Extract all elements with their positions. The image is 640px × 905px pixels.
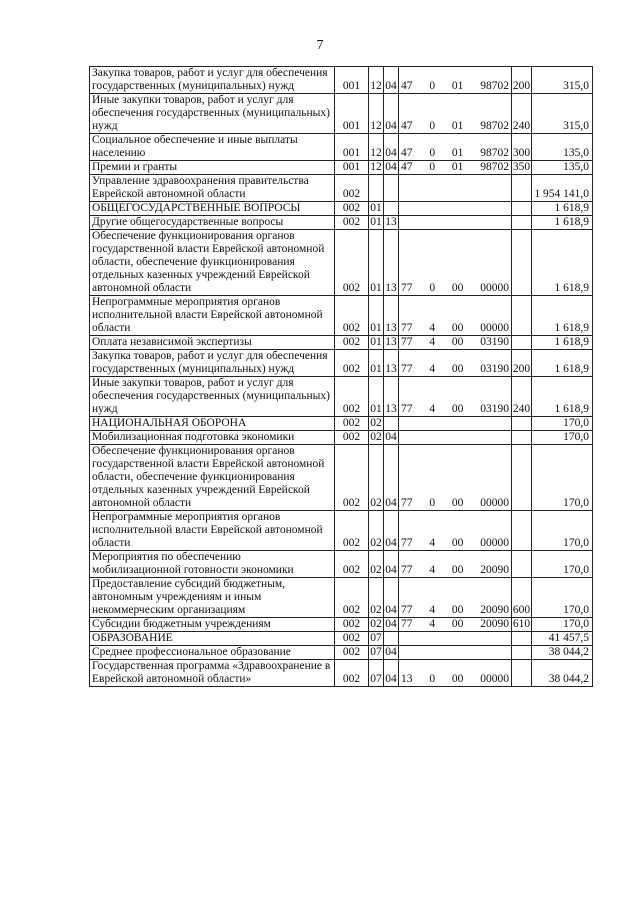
row-target-article-c1: 47	[401, 120, 413, 132]
row-target-article-c2: 4	[429, 604, 436, 616]
row-ved-code: 002	[335, 296, 369, 336]
row-target-article-c3: 00	[451, 673, 464, 685]
row-target-article	[399, 431, 512, 445]
row-section-code: 02	[369, 511, 384, 551]
table-row	[90, 94, 593, 134]
row-amount: 38 044,2	[532, 646, 593, 660]
row-section-code: 01	[369, 230, 384, 296]
row-name: Непрограммные мероприятия органов исполнительной власти Еврейской автономной области	[90, 296, 335, 336]
row-amount: 135,0	[532, 134, 593, 161]
row-amount: 1 618,9	[532, 296, 593, 336]
row-target-article-c4: 00000	[480, 497, 509, 509]
row-amount: 1 954 141,0	[532, 175, 593, 202]
row-target-article-c1: 77	[401, 537, 413, 549]
row-expense-type-code: 350	[512, 161, 531, 173]
row-subsection-code: 04	[384, 578, 399, 618]
table-row	[90, 336, 593, 350]
row-subsection-code: 04	[384, 511, 399, 551]
row-name: Предоставление субсидий бюджетным, автономным учреждениям и иным некоммерческим организациям	[90, 578, 335, 618]
row-name: Закупка товаров, работ и услуг для обеспечения государственных (муниципальных) нужд	[90, 350, 335, 377]
row-target-article-c4: 03190	[480, 363, 509, 375]
row-subsection-code: 04	[384, 551, 399, 578]
row-subsection-code: 13	[384, 230, 399, 296]
row-subsection-code: 13	[385, 336, 397, 348]
row-target-article-c2: 4	[429, 336, 436, 348]
row-expense-type-code: 300	[512, 134, 532, 161]
row-target-article	[399, 216, 512, 230]
row-target-article-c4: 00000	[480, 673, 509, 685]
row-ved-code: 002	[335, 431, 369, 445]
table-row	[90, 296, 593, 336]
row-target-article-c4: 00000	[480, 322, 509, 334]
row-name: Субсидии бюджетным учреждениям	[90, 618, 335, 632]
row-name: Обеспечение функционирования органов государственной власти Еврейской автономной области, обеспечение функционирования отдельных казенных учреждений Еврейской автономной области	[90, 230, 335, 296]
row-target-article-c2: 4	[429, 564, 436, 576]
row-amount: 1 618,9	[532, 230, 593, 296]
row-target-article-c2: 4	[429, 403, 436, 415]
row-name: Социальное обеспечение и иные выплаты населению	[90, 134, 335, 161]
table-row	[90, 377, 593, 417]
row-target-article-c1: 77	[401, 604, 413, 616]
row-amount: 38 044,2	[532, 660, 593, 687]
table-row	[90, 646, 593, 660]
row-amount: 41 457,5	[532, 632, 593, 646]
row-ved-code: 002	[335, 445, 369, 511]
row-subsection-code	[384, 202, 399, 216]
row-target-article-c3: 01	[451, 120, 464, 132]
row-ved-code: 002	[335, 551, 369, 578]
row-subsection-code: 04	[384, 94, 399, 134]
row-section-code: 12	[369, 94, 384, 134]
row-amount: 170,0	[532, 578, 593, 618]
row-target-article-c3: 00	[451, 497, 464, 509]
row-expense-type-code: 600	[512, 578, 532, 618]
row-expense-type-code	[512, 632, 532, 646]
row-name: Иные закупки товаров, работ и услуг для обеспечения государственных (муниципальных) нужд	[90, 94, 335, 134]
row-section-code: 12	[370, 161, 382, 173]
row-target-article-c1: 77	[401, 564, 413, 576]
row-target-article-c4: 00000	[480, 537, 509, 549]
row-subsection-code: 04	[385, 161, 397, 173]
row-name: Управление здравоохранения правительства Еврейской автономной области	[90, 175, 335, 202]
row-target-article-c3: 00	[451, 618, 464, 630]
table-row	[90, 134, 593, 161]
row-target-article-c2: 0	[429, 282, 436, 294]
row-target-article-c3: 00	[451, 564, 464, 576]
table-row	[90, 632, 593, 646]
row-target-article-c3: 00	[451, 537, 464, 549]
row-target-article	[399, 618, 512, 632]
row-ved-code: 001	[335, 134, 369, 161]
row-target-article	[399, 94, 512, 134]
row-target-article-c1: 47	[401, 161, 413, 173]
budget-table-body	[90, 67, 593, 687]
row-amount: 1 618,9	[532, 377, 593, 417]
row-target-article	[399, 161, 512, 175]
row-target-article	[399, 336, 512, 350]
row-expense-type-code	[512, 336, 532, 350]
row-section-code: 01	[370, 336, 382, 348]
row-subsection-code: 13	[384, 377, 399, 417]
row-ved-code: 002	[335, 660, 369, 687]
row-target-article-c3: 00	[451, 403, 464, 415]
row-section-code: 07	[369, 660, 384, 687]
row-target-article	[399, 417, 512, 431]
row-section-code: 02	[369, 551, 384, 578]
row-section-code: 02	[370, 417, 382, 429]
budget-table	[89, 66, 593, 687]
row-amount: 1 618,9	[532, 202, 593, 216]
row-name: Среднее профессиональное образование	[90, 646, 335, 660]
row-amount: 170,0	[532, 431, 593, 445]
row-name: Другие общегосударственные вопросы	[90, 216, 335, 230]
row-target-article	[399, 350, 512, 377]
row-section-code: 02	[370, 431, 382, 443]
row-name: Обеспечение функционирования органов государственной власти Еврейской автономной области, обеспечение функционирования отдельных казенных учреждений Еврейской автономной области	[90, 445, 335, 511]
row-name: НАЦИОНАЛЬНАЯ ОБОРОНА	[90, 417, 335, 431]
row-expense-type-code: 200	[512, 350, 532, 377]
row-ved-code: 002	[335, 350, 369, 377]
row-target-article	[399, 175, 512, 202]
row-expense-type-code: 240	[512, 377, 532, 417]
table-row	[90, 445, 593, 511]
row-target-article	[399, 230, 512, 296]
row-target-article	[399, 202, 512, 216]
table-row	[90, 202, 593, 216]
row-target-article-c3: 01	[451, 147, 464, 159]
row-subsection-code	[384, 632, 399, 646]
row-section-code: 02	[369, 445, 384, 511]
page-number: 7	[316, 38, 324, 53]
row-name: ОБРАЗОВАНИЕ	[90, 632, 335, 646]
table-row	[90, 431, 593, 445]
row-subsection-code: 04	[385, 646, 397, 658]
row-name: Оплата независимой экспертизы	[90, 336, 335, 350]
row-section-code: 12	[369, 67, 384, 94]
row-expense-type-code: 610	[512, 618, 531, 630]
row-target-article-c2: 0	[429, 673, 436, 685]
row-ved-code: 002	[335, 618, 369, 632]
row-name: Премии и гранты	[90, 161, 335, 175]
row-target-article-c2: 0	[429, 80, 436, 92]
row-target-article-c2: 0	[429, 120, 436, 132]
row-ved-code: 001	[335, 67, 369, 94]
row-target-article	[399, 660, 512, 687]
row-amount: 315,0	[532, 67, 593, 94]
row-amount: 1 618,9	[532, 350, 593, 377]
row-target-article-c4: 98702	[480, 80, 509, 92]
row-target-article-c3: 00	[451, 363, 464, 375]
row-expense-type-code	[512, 660, 532, 687]
row-subsection-code	[384, 175, 399, 202]
row-target-article-c3: 00	[451, 604, 464, 616]
table-row	[90, 551, 593, 578]
row-section-code: 07	[370, 646, 382, 658]
row-expense-type-code	[512, 296, 532, 336]
row-subsection-code: 13	[385, 216, 397, 228]
row-amount: 170,0	[532, 417, 593, 431]
row-target-article-c3: 01	[451, 161, 464, 173]
row-target-article-c4: 98702	[480, 161, 509, 173]
row-target-article	[399, 67, 512, 94]
row-section-code: 02	[369, 578, 384, 618]
table-row	[90, 230, 593, 296]
table-row	[90, 578, 593, 618]
row-name: Мобилизационная подготовка экономики	[90, 431, 335, 445]
row-amount: 315,0	[532, 94, 593, 134]
row-target-article	[399, 511, 512, 551]
row-target-article-c4: 98702	[480, 147, 509, 159]
row-target-article-c4: 98702	[480, 120, 509, 132]
row-expense-type-code	[512, 175, 532, 202]
row-subsection-code: 04	[384, 134, 399, 161]
row-name: Иные закупки товаров, работ и услуг для обеспечения государственных (муниципальных) нужд	[90, 377, 335, 417]
row-section-code: 07	[370, 632, 382, 644]
row-ved-code: 002	[335, 230, 369, 296]
row-ved-code: 002	[335, 377, 369, 417]
row-target-article-c2: 4	[429, 618, 436, 630]
row-target-article-c4: 03190	[480, 336, 509, 348]
row-target-article	[399, 632, 512, 646]
row-section-code	[369, 175, 384, 202]
row-target-article-c4: 20090	[480, 604, 509, 616]
row-expense-type-code	[512, 646, 532, 660]
row-target-article-c4: 00000	[480, 282, 509, 294]
row-target-article-c4: 20090	[480, 618, 509, 630]
row-target-article-c1: 77	[401, 403, 413, 415]
row-expense-type-code	[512, 230, 532, 296]
row-target-article	[399, 445, 512, 511]
row-target-article	[399, 551, 512, 578]
table-row	[90, 417, 593, 431]
row-target-article	[399, 646, 512, 660]
row-target-article-c4: 03190	[480, 403, 509, 415]
row-amount: 135,0	[532, 161, 593, 175]
row-target-article	[399, 134, 512, 161]
row-target-article-c3: 00	[451, 322, 464, 334]
row-subsection-code: 04	[384, 445, 399, 511]
row-ved-code: 002	[335, 646, 369, 660]
row-ved-code: 002	[335, 632, 369, 646]
row-target-article-c2: 4	[429, 537, 436, 549]
row-target-article-c2: 4	[429, 322, 436, 334]
row-amount: 170,0	[532, 445, 593, 511]
row-expense-type-code: 200	[512, 67, 532, 94]
row-target-article-c1: 77	[401, 336, 413, 348]
row-amount: 170,0	[532, 618, 593, 632]
row-target-article-c1: 13	[401, 673, 413, 685]
row-expense-type-code	[512, 431, 532, 445]
row-target-article	[399, 578, 512, 618]
row-name: Государственная программа «Здравоохранение в Еврейской автономной области»	[90, 660, 335, 687]
row-subsection-code: 04	[384, 660, 399, 687]
row-ved-code: 002	[335, 216, 369, 230]
row-target-article-c2: 0	[429, 147, 436, 159]
table-row	[90, 161, 593, 175]
row-section-code: 01	[369, 377, 384, 417]
row-amount: 1 618,9	[532, 216, 593, 230]
row-ved-code: 001	[335, 161, 369, 175]
row-target-article-c4: 20090	[480, 564, 509, 576]
row-target-article-c3: 00	[451, 282, 464, 294]
row-expense-type-code: 240	[512, 94, 532, 134]
row-target-article-c1: 47	[401, 80, 413, 92]
row-expense-type-code	[512, 551, 532, 578]
row-section-code: 01	[370, 216, 382, 228]
row-target-article-c1: 77	[401, 282, 413, 294]
row-subsection-code: 13	[384, 350, 399, 377]
row-subsection-code: 04	[385, 431, 397, 443]
row-target-article-c1: 77	[401, 497, 413, 509]
row-section-code: 02	[370, 618, 382, 630]
row-subsection-code: 04	[384, 67, 399, 94]
row-subsection-code: 13	[384, 296, 399, 336]
table-row	[90, 175, 593, 202]
row-amount: 170,0	[532, 511, 593, 551]
row-target-article	[399, 296, 512, 336]
row-target-article-c3: 01	[451, 80, 464, 92]
row-amount: 1 618,9	[532, 336, 593, 350]
row-ved-code: 002	[335, 175, 369, 202]
row-ved-code: 001	[335, 94, 369, 134]
row-section-code: 01	[369, 350, 384, 377]
row-expense-type-code	[512, 511, 532, 551]
row-expense-type-code	[512, 216, 532, 230]
table-row	[90, 660, 593, 687]
table-row	[90, 618, 593, 632]
table-row	[90, 511, 593, 551]
row-ved-code: 002	[335, 578, 369, 618]
row-target-article	[399, 377, 512, 417]
table-row	[90, 67, 593, 94]
row-expense-type-code	[512, 202, 532, 216]
row-target-article-c1: 77	[401, 363, 413, 375]
row-name: Непрограммные мероприятия органов исполнительной власти Еврейской автономной области	[90, 511, 335, 551]
row-target-article-c2: 0	[429, 161, 436, 173]
row-expense-type-code	[512, 445, 532, 511]
row-name: ОБЩЕГОСУДАРСТВЕННЫЕ ВОПРОСЫ	[90, 202, 335, 216]
row-name: Закупка товаров, работ и услуг для обеспечения государственных (муниципальных) нужд	[90, 67, 335, 94]
table-row	[90, 216, 593, 230]
row-amount: 170,0	[532, 551, 593, 578]
row-subsection-code	[384, 417, 399, 431]
row-name: Мероприятия по обеспечению мобилизационной готовности экономики	[90, 551, 335, 578]
row-target-article-c1: 77	[401, 618, 413, 630]
row-ved-code: 002	[335, 511, 369, 551]
row-section-code: 12	[369, 134, 384, 161]
row-section-code: 01	[369, 296, 384, 336]
row-target-article-c1: 47	[401, 147, 413, 159]
row-expense-type-code	[512, 417, 532, 431]
table-row	[90, 350, 593, 377]
row-ved-code: 002	[335, 417, 369, 431]
row-ved-code: 002	[335, 202, 369, 216]
row-target-article-c2: 0	[429, 497, 436, 509]
row-section-code: 01	[370, 202, 382, 214]
row-target-article-c1: 77	[401, 322, 413, 334]
row-ved-code: 002	[335, 336, 369, 350]
row-target-article-c2: 4	[429, 363, 436, 375]
row-target-article-c3: 00	[451, 336, 464, 348]
row-subsection-code: 04	[385, 618, 397, 630]
